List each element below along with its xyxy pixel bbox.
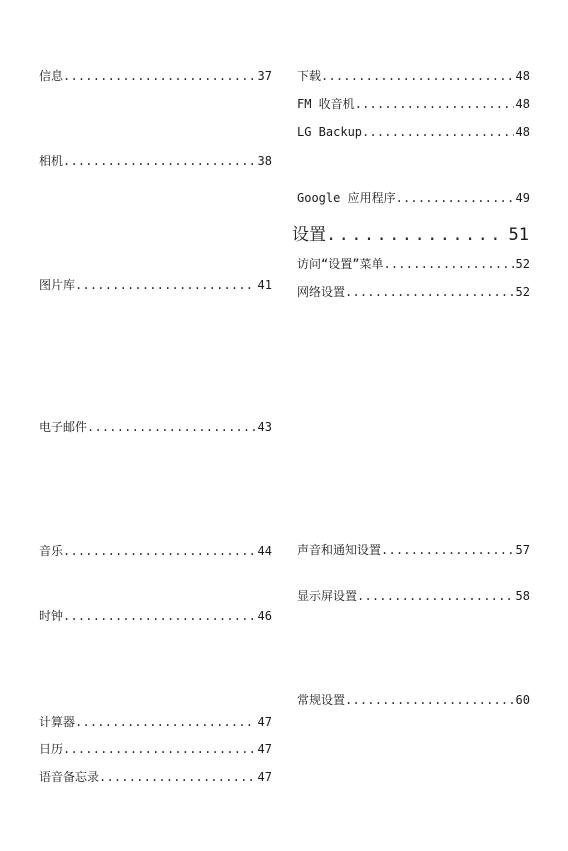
toc-page-number: 52 <box>515 285 530 299</box>
toc-entry-title: 访问“设置”菜单 <box>297 257 384 271</box>
toc-entry-title: FM 收音机 <box>297 97 355 111</box>
toc-entry-title: 音乐 <box>39 544 64 558</box>
toc-leader-dots <box>383 255 513 273</box>
toc-section-title: 设置 <box>292 225 326 245</box>
toc-page-number: 46 <box>257 609 272 623</box>
toc-entry-title: 显示屏设置 <box>297 589 358 603</box>
toc-entry-access-settings-menu[interactable] <box>297 255 530 273</box>
toc-entry-title: 计算器 <box>39 715 76 729</box>
toc-page-number: 47 <box>257 770 272 784</box>
toc-leader-dots <box>355 95 514 113</box>
toc-leader-dots <box>87 418 256 436</box>
toc-leader-dots <box>63 152 256 170</box>
toc-entry-music[interactable] <box>39 542 272 560</box>
toc-leader-dots <box>63 67 256 85</box>
toc-page-number: 48 <box>515 125 530 139</box>
toc-page-number: 48 <box>515 97 530 111</box>
toc-entry-sound-notification-settings[interactable] <box>297 541 530 559</box>
toc-page-number: 38 <box>257 154 272 168</box>
toc-entry-email[interactable] <box>39 418 272 436</box>
toc-page-number: 44 <box>257 544 272 558</box>
toc-page-number: 47 <box>257 742 272 756</box>
toc-leader-dots <box>357 587 514 605</box>
toc-page-number: 57 <box>515 543 530 557</box>
toc-leader-dots <box>396 189 514 207</box>
toc-page-number: 58 <box>515 589 530 603</box>
toc-leader-dots <box>63 542 256 560</box>
toc-page-number: 52 <box>515 257 530 271</box>
toc-entry-title: 电子邮件 <box>39 420 88 434</box>
toc-page-number: 49 <box>515 191 530 205</box>
toc-page-number: 43 <box>257 420 272 434</box>
toc-leader-dots <box>321 67 514 85</box>
toc-page-number: 51 <box>508 225 529 245</box>
toc-entry-calendar[interactable] <box>39 740 272 758</box>
toc-entry-messaging[interactable] <box>39 67 272 85</box>
toc-page-number: 37 <box>257 69 272 83</box>
toc-leader-dots <box>99 768 256 786</box>
toc-entry-voice-recorder[interactable] <box>39 768 272 786</box>
toc-entry-title: 网络设置 <box>297 285 346 299</box>
toc-entry-general-settings[interactable] <box>297 691 530 709</box>
toc-entry-title: 时钟 <box>39 609 64 623</box>
toc-page-number: 41 <box>257 278 272 292</box>
toc-section-settings[interactable] <box>292 223 529 247</box>
toc-entry-title: 语音备忘录 <box>39 770 100 784</box>
toc-entry-fm-radio[interactable] <box>297 95 530 113</box>
toc-leader-dots <box>63 740 256 758</box>
toc-entry-downloads[interactable] <box>297 67 530 85</box>
toc-entry-camera[interactable] <box>39 152 272 170</box>
toc-entry-title: 图片库 <box>39 278 76 292</box>
toc-leader-dots <box>63 607 256 625</box>
toc-page-number: 48 <box>515 69 530 83</box>
toc-entry-title: 声音和通知设置 <box>297 543 382 557</box>
toc-entry-title: 相机 <box>39 154 64 168</box>
toc-entry-google-apps[interactable] <box>297 189 530 207</box>
toc-leader-dots <box>326 223 507 247</box>
toc-leader-dots <box>345 691 514 709</box>
toc-leader-dots <box>381 541 514 559</box>
toc-leader-dots <box>75 713 256 731</box>
toc-entry-clock[interactable] <box>39 607 272 625</box>
toc-leader-dots <box>362 123 514 141</box>
toc-entry-lg-backup[interactable] <box>297 123 530 141</box>
toc-entry-title: 常规设置 <box>297 693 346 707</box>
toc-entry-title: 日历 <box>39 742 64 756</box>
toc-entry-title: 信息 <box>39 69 64 83</box>
toc-entry-title: Google 应用程序 <box>297 191 396 205</box>
toc-page-number: 47 <box>257 715 272 729</box>
toc-entry-title: LG Backup <box>297 125 363 139</box>
toc-page-number: 60 <box>515 693 530 707</box>
toc-entry-calculator[interactable] <box>39 713 272 731</box>
toc-entry-network-settings[interactable] <box>297 283 530 301</box>
toc-entry-title: 下载 <box>297 69 322 83</box>
toc-leader-dots <box>345 283 514 301</box>
toc-leader-dots <box>75 276 256 294</box>
toc-entry-display-settings[interactable] <box>297 587 530 605</box>
toc-entry-gallery[interactable] <box>39 276 272 294</box>
